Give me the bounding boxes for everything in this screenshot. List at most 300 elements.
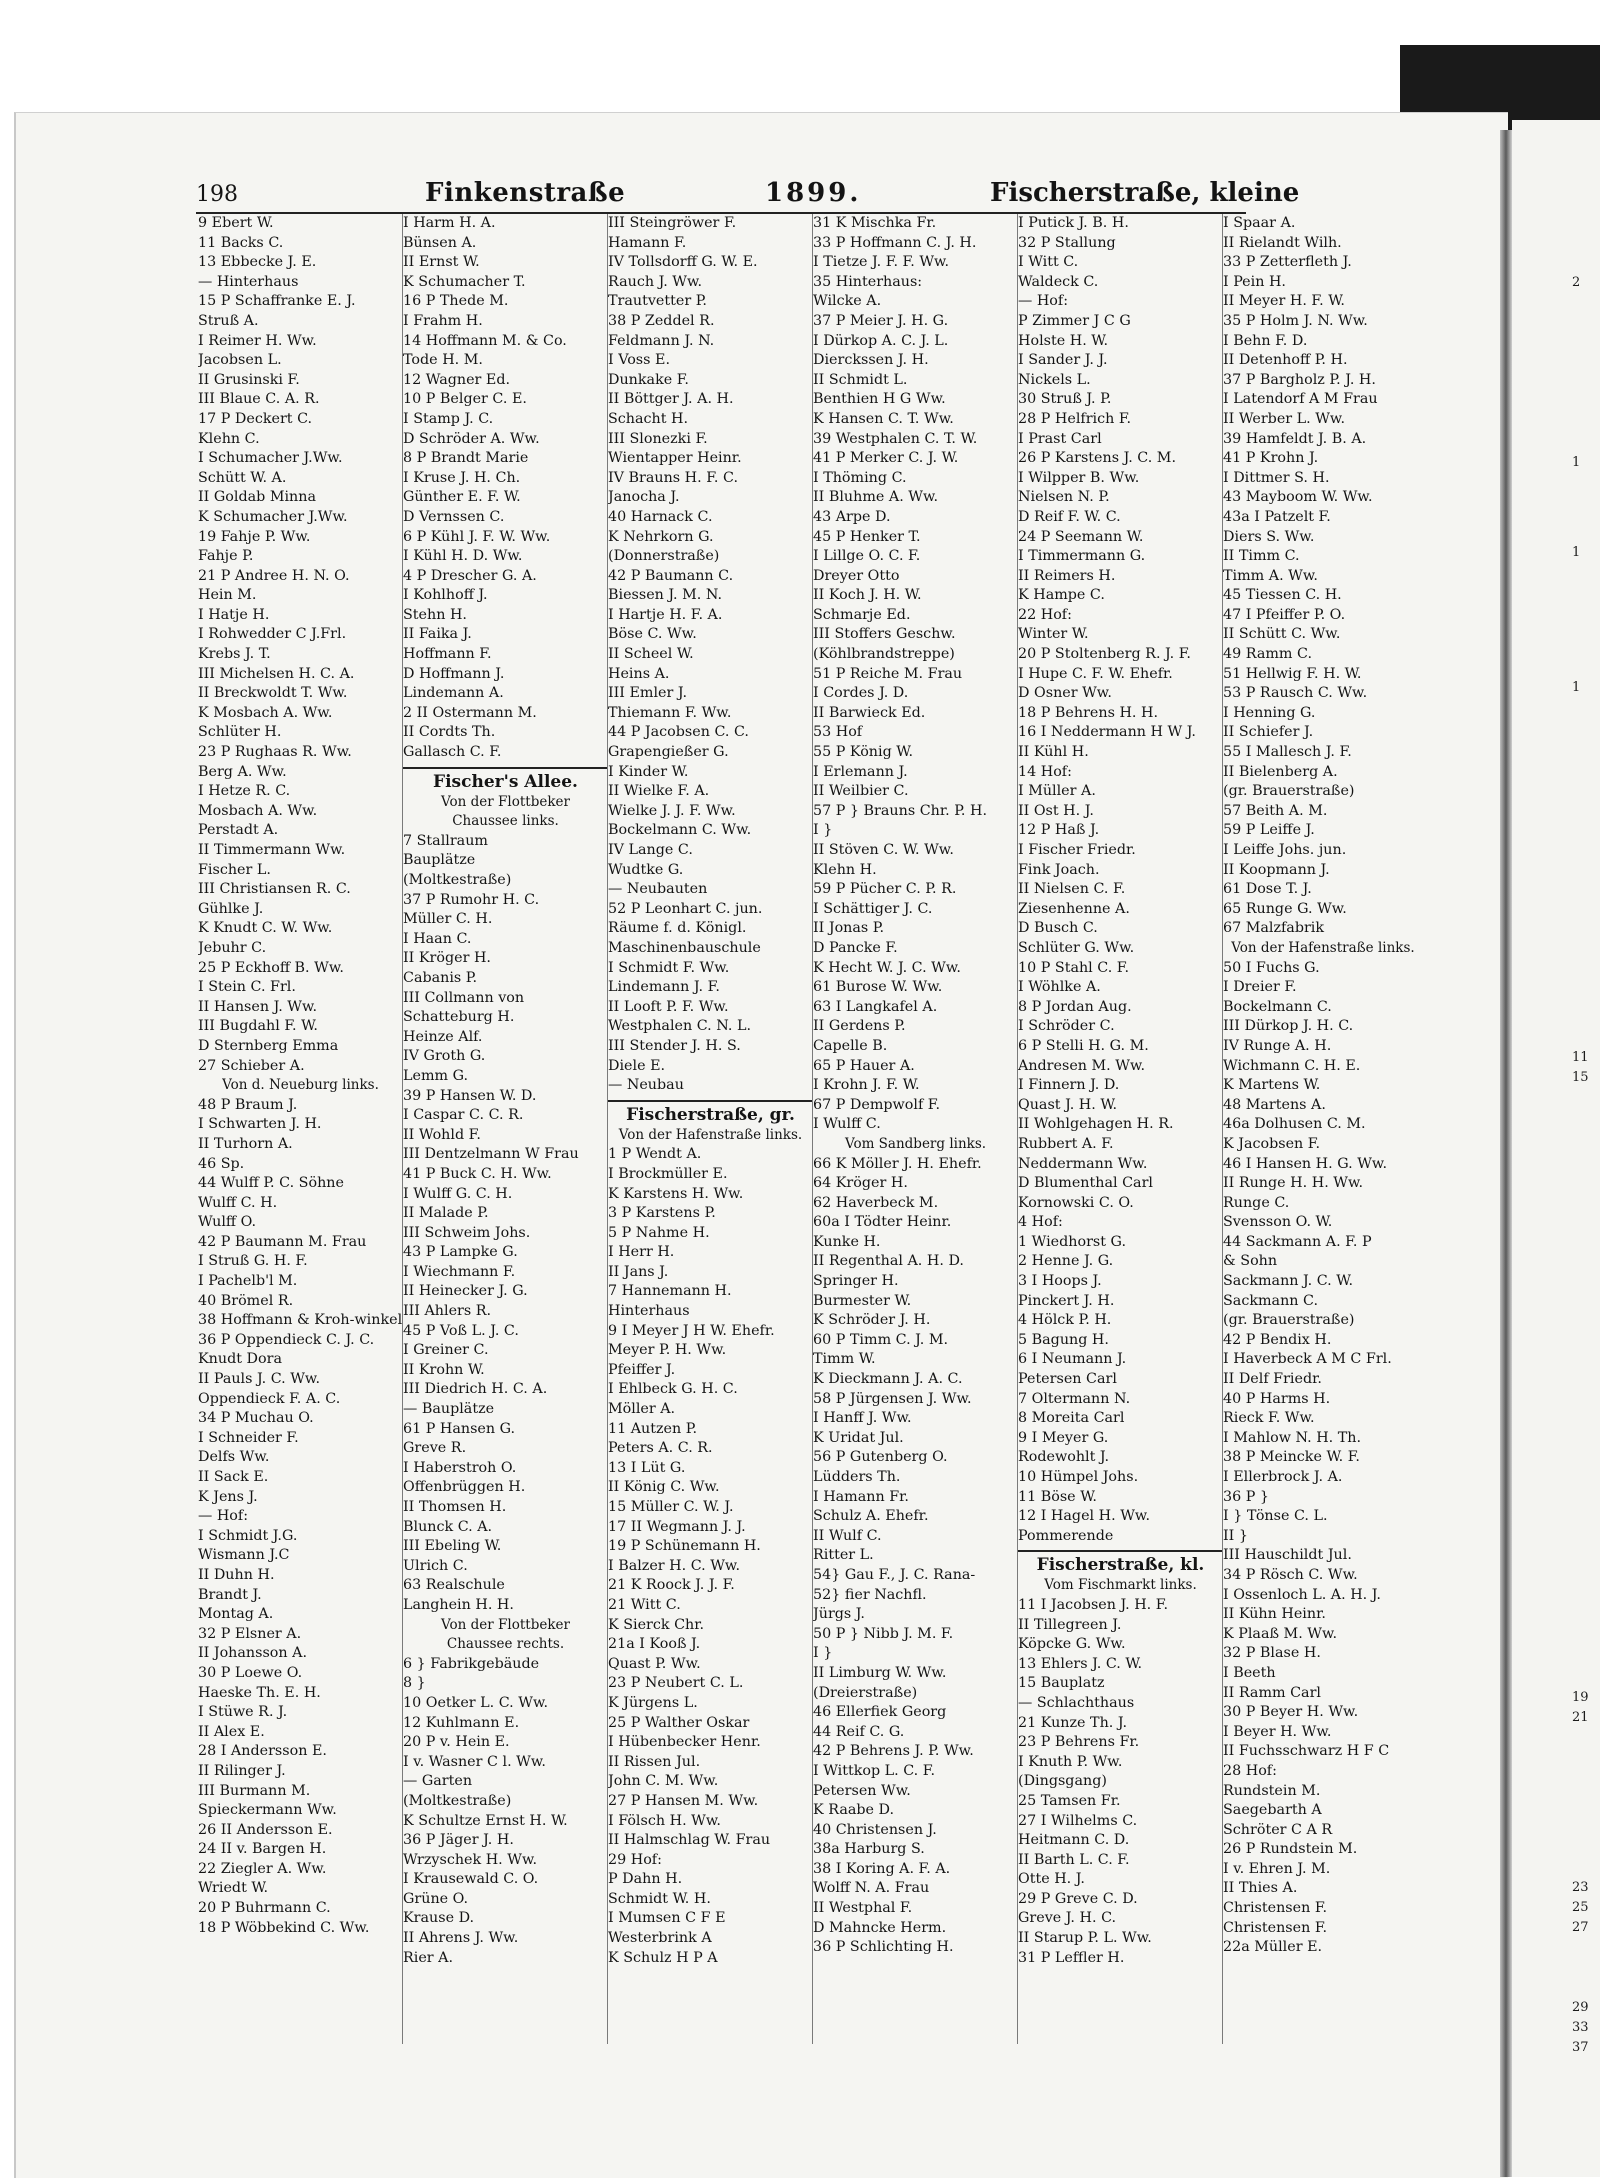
directory-entry: 28 P Helfrich F. xyxy=(1018,410,1132,427)
directory-entry: III Stender J. H. S. xyxy=(608,1037,741,1054)
directory-entry: II Malade P. xyxy=(403,1205,489,1222)
directory-entry: Dreyer Otto xyxy=(813,567,900,584)
directory-entry: Lindemann A. xyxy=(403,685,504,702)
directory-entry: 45 Tiessen C. H. xyxy=(1223,587,1342,604)
directory-entry: 61 Burose W. Ww. xyxy=(813,979,943,996)
directory-entry: Lemm G. xyxy=(403,1067,469,1084)
directory-entry: 18 P Wöbbekind C. Ww. xyxy=(198,1919,370,1936)
directory-entry: III Ahlers R. xyxy=(403,1303,492,1320)
directory-entry: 43 P Lampke G. xyxy=(403,1244,518,1261)
directory-entry: Schütt W. A. xyxy=(198,469,287,486)
directory-entry: 31 P Leffler H. xyxy=(1018,1949,1125,1966)
directory-entry: 42 P Baumann M. Frau xyxy=(198,1233,367,1250)
directory-entry: 54} Gau F., J. C. Rana- xyxy=(813,1566,976,1583)
directory-entry: II Delf Friedr. xyxy=(1223,1371,1322,1388)
directory-entry: 9 Ebert W. xyxy=(198,215,274,231)
directory-entry: 7 Oltermann N. xyxy=(1018,1390,1131,1407)
directory-entry: Petersen Carl xyxy=(1018,1371,1117,1388)
directory-entry: 62 Haverbeck M. xyxy=(813,1194,939,1211)
directory-entry: K Jürgens L. xyxy=(608,1694,698,1711)
directory-entry: II Reimers H. xyxy=(1018,567,1116,584)
directory-entry: Klehn C. xyxy=(198,430,260,447)
directory-entry: Pommerende xyxy=(1018,1527,1114,1544)
directory-entry: III Stoffers Geschw. xyxy=(813,626,956,643)
directory-entry: II Ost H. J. xyxy=(1018,802,1094,819)
directory-entry: 16 I Neddermann H W J. xyxy=(1018,724,1196,741)
next-page-fragment: 2 xyxy=(1572,275,1581,290)
directory-entry: I Schwarten J. H. xyxy=(198,1116,322,1133)
directory-entry: 2 Henne J. G. xyxy=(1018,1253,1114,1270)
directory-entry: 13 Ehlers J. C. W. xyxy=(1018,1655,1143,1672)
directory-entry: Winter W. xyxy=(1018,626,1089,643)
directory-entry: (Köhlbrandstreppe) xyxy=(813,646,955,663)
directory-entry: 22 Ziegler A. Ww. xyxy=(198,1860,327,1877)
directory-entry: I Hatje H. xyxy=(198,606,270,623)
directory-entry: I Hanff J. Ww. xyxy=(813,1410,912,1427)
directory-entry: Spieckermann Ww. xyxy=(198,1802,337,1819)
directory-entry: Wulff O. xyxy=(198,1214,257,1231)
directory-entry: I Müller A. xyxy=(1018,783,1096,800)
street-title-left: Finkenstraße xyxy=(425,178,626,208)
directory-entry: I Stamp J. C. xyxy=(403,410,494,427)
directory-entry: 19 Fahje P. Ww. xyxy=(198,528,311,545)
directory-entry: I Fischer Friedr. xyxy=(1018,842,1136,858)
directory-entry: I Lillge O. C. F. xyxy=(813,548,921,565)
directory-entry: II Ernst W. xyxy=(403,254,480,271)
next-page-fragment: 23 xyxy=(1572,1880,1589,1895)
directory-entry: 61 Dose T. J. xyxy=(1223,881,1312,898)
directory-entry: 44 Reif C. G. xyxy=(813,1723,905,1740)
directory-entry: I Schröder C. xyxy=(1018,1018,1115,1035)
section-subheading: Chaussee links. xyxy=(452,813,559,830)
directory-entry: Günther E. F. W. xyxy=(403,489,521,506)
directory-entry: II Johansson A. xyxy=(198,1645,308,1662)
directory-entry: II Schiefer J. xyxy=(1223,724,1314,741)
directory-entry: Saegebarth A xyxy=(1223,1802,1322,1819)
directory-entry: Fischer L. xyxy=(198,861,271,878)
directory-entry: Meyer P. H. Ww. xyxy=(608,1342,727,1359)
directory-entry: D Vernssen C. xyxy=(403,508,505,525)
directory-entry: Bauplätze xyxy=(403,852,476,869)
page-gutter xyxy=(1500,130,1512,2177)
directory-entry: 8 P Jordan Aug. xyxy=(1018,998,1132,1015)
directory-entry: Schatteburg H. xyxy=(403,1009,515,1026)
directory-entry: 20 P Stoltenberg R. J. F. xyxy=(1018,646,1191,663)
directory-entry: Wismann J.C xyxy=(198,1547,290,1564)
directory-entry: 66 K Möller J. H. Ehefr. xyxy=(813,1155,982,1172)
directory-entry: 32 P Elsner A. xyxy=(198,1625,302,1642)
directory-entry: II Runge H. H. Ww. xyxy=(1223,1175,1364,1192)
directory-entry: Stehn H. xyxy=(403,606,467,623)
directory-entry: 21 P Andree H. N. O. xyxy=(198,567,350,584)
next-page-fragment: 21 xyxy=(1572,1710,1589,1725)
directory-entry: Dunkake F. xyxy=(608,371,689,388)
directory-entry: Krause D. xyxy=(403,1910,475,1927)
directory-entry: I Harm H. A. xyxy=(403,215,496,231)
directory-entry: 10 Hümpel Johs. xyxy=(1018,1469,1139,1485)
next-page-fragment: 15 xyxy=(1572,1070,1589,1085)
directory-entry: 53 Hof xyxy=(813,724,863,741)
directory-entry: K Schultze Ernst H. W. xyxy=(403,1812,568,1829)
section-heading: Fischerstraße, gr. xyxy=(608,1100,813,1126)
directory-entry: 25 P Walther Oskar xyxy=(608,1714,750,1731)
directory-entry: Pfeiffer J. xyxy=(608,1361,676,1378)
directory-entry: (Moltkestraße) xyxy=(403,1792,512,1809)
directory-entry: II Thomsen H. xyxy=(403,1499,507,1515)
directory-entry: 25 Tamsen Fr. xyxy=(1018,1792,1121,1809)
directory-entry: — Neubauten xyxy=(608,881,708,898)
directory-entry: Pinckert J. H. xyxy=(1018,1292,1115,1309)
directory-entry: Schlüter G. Ww. xyxy=(1018,939,1135,956)
directory-entry: 55 P König W. xyxy=(813,744,914,761)
directory-entry: Schacht H. xyxy=(608,410,689,427)
directory-entry: 44 Sackmann A. F. P xyxy=(1223,1233,1372,1250)
directory-entry: I Krausewald C. O. xyxy=(403,1871,539,1888)
directory-entry: K Martens W. xyxy=(1223,1077,1321,1094)
directory-entry: 37 P Rumohr H. C. xyxy=(403,891,540,908)
directory-entry: I Dreier F. xyxy=(1223,979,1297,996)
directory-entry: Wielke J. J. F. Ww. xyxy=(608,802,736,819)
directory-entry: 26 P Rundstein M. xyxy=(1223,1841,1358,1858)
directory-entry: 38 P Meincke W. F. xyxy=(1223,1449,1360,1466)
directory-entry: III Bugdahl F. W. xyxy=(198,1018,318,1035)
directory-entry: III Ebeling W. xyxy=(403,1538,502,1555)
directory-entry: 9 I Meyer J H W. Ehefr. xyxy=(608,1322,775,1339)
directory-entry: 60a I Tödter Heinr. xyxy=(813,1214,952,1231)
directory-entry: 51 P Reiche M. Frau xyxy=(813,665,963,682)
directory-entry: 10 Oetker L. C. Ww. xyxy=(403,1694,549,1711)
directory-entry: Berg A. Ww. xyxy=(198,763,287,780)
directory-entry: I Wulff G. C. H. xyxy=(403,1185,513,1202)
directory-entry: III Hauschildt Jul. xyxy=(1223,1547,1352,1564)
directory-entry: I Stein C. Frl. xyxy=(198,979,296,996)
directory-entry: I Haberstroh O. xyxy=(403,1459,517,1476)
directory-entry: II Fuchsschwarz H F C xyxy=(1223,1743,1390,1760)
directory-entry: 14 Hof: xyxy=(1018,763,1072,780)
directory-entry: 52 P Leonhart C. jun. xyxy=(608,900,763,917)
directory-entry: 32 P Blase H. xyxy=(1223,1645,1321,1662)
directory-entry: Westphalen C. N. L. xyxy=(608,1018,751,1035)
directory-entry: 6 } Fabrikgebäude xyxy=(403,1655,540,1672)
directory-entry: I v. Wasner C l. Ww. xyxy=(403,1753,546,1770)
directory-entry: — Hof: xyxy=(1018,293,1069,310)
directory-entry: 21 K Roock J. J. F. xyxy=(608,1577,735,1594)
directory-entry: II Koch J. H. W. xyxy=(813,587,922,604)
directory-entry: Ziesenhenne A. xyxy=(1018,900,1130,917)
directory-entry: K Schumacher T. xyxy=(403,273,526,290)
directory-entry: 16 P Thede M. xyxy=(403,293,509,310)
directory-entry: I Krohn J. F. W. xyxy=(813,1077,920,1094)
directory-entry: Peters A. C. R. xyxy=(608,1440,713,1457)
directory-entry: 20 P v. Hein E. xyxy=(403,1734,510,1751)
directory-entry: 1 P Wendt A. xyxy=(608,1146,702,1163)
directory-entry: 23 P Behrens Fr. xyxy=(1018,1734,1140,1751)
directory-entry: 6 P Kühl J. F. W. Ww. xyxy=(403,528,551,545)
next-page-fragment: 25 xyxy=(1572,1900,1589,1915)
directory-entry: P Dahn H. xyxy=(608,1871,683,1888)
directory-entry: Wichmann C. H. E. xyxy=(1223,1057,1361,1074)
directory-entry: 8 } xyxy=(403,1675,426,1692)
directory-entry: — Bauplätze xyxy=(403,1401,495,1418)
directory-entry: K Plaaß M. Ww. xyxy=(1223,1625,1338,1642)
directory-entry: Schmarje Ed. xyxy=(813,606,911,623)
directory-entry: Montag A. xyxy=(198,1606,274,1623)
directory-entry: 38 I Koring A. F. A. xyxy=(813,1860,951,1877)
directory-entry: 41 P Krohn J. xyxy=(1223,450,1319,467)
directory-entry: 4 Hölck P. H. xyxy=(1018,1312,1112,1329)
directory-entry: 35 P Holm J. N. Ww. xyxy=(1223,312,1368,329)
directory-entry: II Detenhoff P. H. xyxy=(1223,352,1348,369)
directory-entry: K Schulz H P A xyxy=(608,1949,718,1966)
directory-entry: Tode H. M. xyxy=(403,352,483,369)
directory-entry: 21a I Kooß J. xyxy=(608,1636,701,1653)
directory-entry: 15 Bauplatz xyxy=(1018,1675,1105,1692)
directory-entry: D Hoffmann J. xyxy=(403,665,505,682)
directory-entry: 46a Dolhusen C. M. xyxy=(1223,1116,1366,1133)
directory-entry: 30 P Beyer H. Ww. xyxy=(1223,1704,1359,1721)
directory-entry: Rubbert A. F. xyxy=(1018,1135,1114,1152)
street-title-right: Fischerstraße, kleine xyxy=(990,178,1300,208)
next-page-fragment: 29 xyxy=(1572,2000,1589,2015)
directory-entry: I Finnern J. D. xyxy=(1018,1077,1120,1094)
directory-entry: I Hübenbecker Henr. xyxy=(608,1734,761,1751)
directory-entry: II Alex E. xyxy=(198,1723,265,1740)
directory-entry: 65 P Hauer A. xyxy=(813,1057,915,1074)
directory-entry: 63 I Langkafel A. xyxy=(813,998,938,1015)
directory-entry: II Rielandt Wilh. xyxy=(1223,234,1342,251)
section-subheading: Von der Hafenstraße links. xyxy=(618,1126,803,1143)
directory-entry: Heins A. xyxy=(608,665,670,682)
directory-entry: Oppendieck F. A. C. xyxy=(198,1390,341,1407)
directory-entry: Fink Joach. xyxy=(1018,861,1100,878)
directory-entry: II Westphal F. xyxy=(813,1900,913,1917)
directory-entry: IV Runge A. H. xyxy=(1223,1037,1332,1054)
directory-entry: 52} fier Nachfl. xyxy=(813,1586,927,1603)
next-page-fragment: 27 xyxy=(1572,1920,1589,1935)
directory-entry: II Breckwoldt T. Ww. xyxy=(198,685,348,702)
directory-entry: 40 P Harms H. xyxy=(1223,1390,1331,1407)
directory-entry: 7 Hannemann H. xyxy=(608,1283,732,1300)
directory-entry: Wolff N. A. Frau xyxy=(813,1880,930,1897)
directory-entry: II Kühn Heinr. xyxy=(1223,1606,1326,1623)
directory-entry: Wrzyschek H. Ww. xyxy=(403,1851,538,1868)
directory-entry: 39 Westphalen C. T. W. xyxy=(813,430,978,447)
directory-entry: Wulff C. H. xyxy=(198,1194,278,1211)
directory-entry: 43 Mayboom W. Ww. xyxy=(1223,489,1373,506)
directory-entry: 29 Hof: xyxy=(608,1851,662,1868)
directory-entry: Timm A. Ww. xyxy=(1223,567,1318,584)
directory-entry: I Schmidt J.G. xyxy=(198,1527,298,1544)
directory-entry: Struß A. xyxy=(198,312,259,329)
directory-entry: Sackmann C. xyxy=(1223,1292,1319,1309)
directory-entry: Kornowski C. O. xyxy=(1018,1194,1134,1211)
next-page-fragment: 37 xyxy=(1572,2040,1589,2055)
directory-entry: (Dingsgang) xyxy=(1018,1773,1107,1790)
directory-entry: 11 Böse W. xyxy=(1018,1488,1097,1505)
directory-entry: I Wiechmann F. xyxy=(403,1263,516,1280)
directory-entry: Knudt Dora xyxy=(198,1351,282,1368)
directory-entry: 22 Hof: xyxy=(1018,606,1072,623)
directory-entry: 40 Harnack C. xyxy=(608,508,713,525)
directory-entry: Neddermann Ww. xyxy=(1018,1155,1148,1172)
section-subheading: Von der Flottbeker xyxy=(441,793,570,810)
directory-entry: I Pein H. xyxy=(1223,273,1286,290)
directory-entry: II Faika J. xyxy=(403,626,472,643)
directory-entry: I v. Ehren J. M. xyxy=(1223,1860,1331,1877)
directory-entry: 25 P Eckhoff B. Ww. xyxy=(198,959,344,976)
directory-entry: 13 Ebbecke J. E. xyxy=(198,254,317,271)
directory-entry: (gr. Brauerstraße) xyxy=(1223,783,1355,800)
directory-entry: 23 P Rughaas R. Ww. xyxy=(198,744,352,761)
directory-entry: 9 I Meyer G. xyxy=(1018,1429,1109,1446)
directory-entry: Blunck C. A. xyxy=(403,1518,493,1535)
directory-entry: 33 P Hoffmann C. J. H. xyxy=(813,234,977,251)
directory-entry: I Schättiger J. C. xyxy=(813,900,933,917)
directory-entry: 34 P Rösch C. Ww. xyxy=(1223,1566,1358,1583)
directory-entry: II Wielke F. A. xyxy=(608,783,710,800)
directory-entry: 46 I Hansen H. G. Ww. xyxy=(1223,1155,1388,1172)
directory-entry: 34 P Muchau O. xyxy=(198,1410,314,1427)
directory-entry: II } xyxy=(1223,1527,1248,1544)
directory-entry: D Sternberg Emma xyxy=(198,1037,339,1054)
section-subheading: Von der Flottbeker xyxy=(441,1616,570,1633)
directory-entry: I Putick J. B. H. xyxy=(1018,215,1129,231)
directory-entry: — Garten xyxy=(403,1773,473,1790)
directory-entry: 5 Bagung H. xyxy=(1018,1331,1109,1348)
directory-entry: 38a Harburg S. xyxy=(813,1841,925,1858)
directory-entry: 3 I Hoops J. xyxy=(1018,1273,1102,1290)
page-number: 198 xyxy=(196,182,238,207)
directory-entry: Holste H. W. xyxy=(1018,332,1109,349)
directory-column-5 xyxy=(1018,214,1223,2044)
directory-entry: I Kohlhoff J. xyxy=(403,587,488,604)
directory-entry: Schmidt W. H. xyxy=(608,1890,711,1907)
directory-entry: K Schröder J. H. xyxy=(813,1312,931,1329)
directory-entry: I Hupe C. F. W. Ehefr. xyxy=(1018,665,1173,682)
directory-entry: Burmester W. xyxy=(813,1292,912,1309)
directory-entry: Müller C. H. xyxy=(403,911,493,928)
directory-column-6 xyxy=(1223,214,1423,2044)
section-subheading: Von der Hafenstraße links. xyxy=(1231,939,1415,956)
directory-entry: Klehn H. xyxy=(813,861,877,878)
directory-entry: I Rohwedder C J.Frl. xyxy=(198,626,347,643)
next-page-fragment: 19 xyxy=(1572,1690,1589,1705)
directory-entry: 6 P Stelli H. G. M. xyxy=(1018,1037,1149,1054)
directory-entry: II Wohld F. xyxy=(403,1126,481,1143)
directory-entry: 44 Wulff P. C. Söhne xyxy=(198,1175,344,1192)
directory-entry: I Beeth xyxy=(1223,1664,1276,1681)
directory-entry: Langhein H. H. xyxy=(403,1596,514,1613)
directory-entry: 49 Ramm C. xyxy=(1223,646,1312,663)
directory-entry: 15 P Schaffranke E. J. xyxy=(198,293,356,310)
directory-entry: I Reimer H. Ww. xyxy=(198,332,317,349)
directory-entry: I Ossenloch L. A. H. J. xyxy=(1223,1586,1381,1603)
directory-entry: II Tillegreen J. xyxy=(1018,1616,1122,1633)
directory-entry: 23 P Neubert C. L. xyxy=(608,1675,744,1692)
directory-entry: K Hansen C. T. Ww. xyxy=(813,410,954,427)
directory-entry: 56 P Gutenberg O. xyxy=(813,1449,948,1466)
directory-entry: II Meyer H. F. W. xyxy=(1223,293,1345,310)
directory-entry: Greve J. H. C. xyxy=(1018,1910,1117,1927)
directory-entry: II König C. Ww. xyxy=(608,1479,720,1496)
directory-entry: Rier A. xyxy=(403,1949,454,1966)
year-heading: 1899. xyxy=(765,178,862,208)
directory-entry: II Bluhme A. Ww. xyxy=(813,489,939,506)
directory-entry: I Wilpper B. Ww. xyxy=(1018,469,1140,486)
directory-entry: Fahje P. xyxy=(198,548,254,565)
directory-entry: Greve R. xyxy=(403,1440,467,1457)
directory-entry: Mosbach A. Ww. xyxy=(198,802,318,819)
directory-entry: III Emler J. xyxy=(608,685,688,702)
directory-entry: I Fölsch H. Ww. xyxy=(608,1812,721,1829)
directory-entry: 17 P Deckert C. xyxy=(198,410,313,427)
directory-entry: II Thies A. xyxy=(1223,1880,1298,1897)
next-page-fragment: 1 xyxy=(1572,455,1581,470)
directory-entry: I Dürkop A. C. J. L. xyxy=(813,332,949,349)
directory-entry: II Hansen J. Ww. xyxy=(198,998,318,1015)
directory-entry: (Moltkestraße) xyxy=(403,872,512,888)
directory-entry: 12 P Haß J. xyxy=(1018,822,1100,839)
directory-entry: 32 P Stallung xyxy=(1018,234,1116,251)
directory-entry: I Hamann Fr. xyxy=(813,1488,909,1505)
directory-entry: 47 I Pfeiffer P. O. xyxy=(1223,606,1346,623)
directory-entry: Rundstein M. xyxy=(1223,1782,1321,1799)
directory-entry: Otte H. J. xyxy=(1018,1871,1085,1888)
directory-entry: 14 Hoffmann M. & Co. xyxy=(403,332,567,349)
directory-entry: 11 Autzen P. xyxy=(608,1420,698,1437)
directory-column-3 xyxy=(608,214,813,2044)
directory-entry: Feldmann J. N. xyxy=(608,332,715,349)
directory-entry: 30 P Loewe O. xyxy=(198,1664,303,1681)
directory-entry: II Goldab Minna xyxy=(198,489,316,506)
directory-entry: 39 Hamfeldt J. B. A. xyxy=(1223,430,1367,447)
directory-entry: 42 P Behrens J. P. Ww. xyxy=(813,1743,974,1760)
directory-entry: K Sierck Chr. xyxy=(608,1616,705,1633)
directory-entry: 3 P Karstens P. xyxy=(608,1205,716,1222)
directory-entry: 44 P Jacobsen C. C. xyxy=(608,724,749,741)
directory-entry: 29 P Greve C. D. xyxy=(1018,1890,1138,1907)
directory-entry: 21 Kunze Th. J. xyxy=(1018,1714,1128,1731)
directory-entry: 2 II Ostermann M. xyxy=(403,704,537,721)
directory-entry: Svensson O. W. xyxy=(1223,1214,1333,1231)
directory-entry: II Cordts Th. xyxy=(403,724,496,741)
directory-entry: D Reif F. W. C. xyxy=(1018,508,1121,525)
directory-entry: II Koopmann J. xyxy=(1223,861,1330,878)
directory-entry: I Schumacher J.Ww. xyxy=(198,450,343,467)
directory-entry: 8 P Brandt Marie xyxy=(403,450,529,467)
directory-entry: II Stöven C. W. Ww. xyxy=(813,842,954,858)
directory-entry: II Ahrens J. Ww. xyxy=(403,1930,519,1947)
directory-entry: Quast J. H. W. xyxy=(1018,1096,1118,1113)
directory-entry: 43a I Patzelt F. xyxy=(1223,508,1331,525)
directory-entry: Waldeck C. xyxy=(1018,273,1099,290)
directory-entry: Grüne O. xyxy=(403,1890,469,1907)
directory-entry: Perstadt A. xyxy=(198,822,279,839)
directory-entry: Wudtke G. xyxy=(608,861,684,878)
directory-entry: (Donnerstraße) xyxy=(608,548,720,565)
directory-entry: Köpcke G. Ww. xyxy=(1018,1636,1126,1653)
directory-entry: I Sander J. J. xyxy=(1018,352,1108,369)
directory-entry: Christensen F. xyxy=(1223,1919,1328,1936)
directory-entry: Dierckssen J. H. xyxy=(813,352,929,369)
directory-entry: Jürgs J. xyxy=(813,1606,865,1623)
section-subheading: Von d. Neueburg links. xyxy=(222,1077,379,1094)
directory-entry: I Erlemann J. xyxy=(813,763,908,780)
directory-column-4 xyxy=(813,214,1018,2044)
directory-entry: — Hof: xyxy=(198,1508,249,1525)
directory-entry: II Starup P. L. Ww. xyxy=(1018,1930,1152,1947)
directory-entry: I Struß G. H. F. xyxy=(198,1253,308,1270)
